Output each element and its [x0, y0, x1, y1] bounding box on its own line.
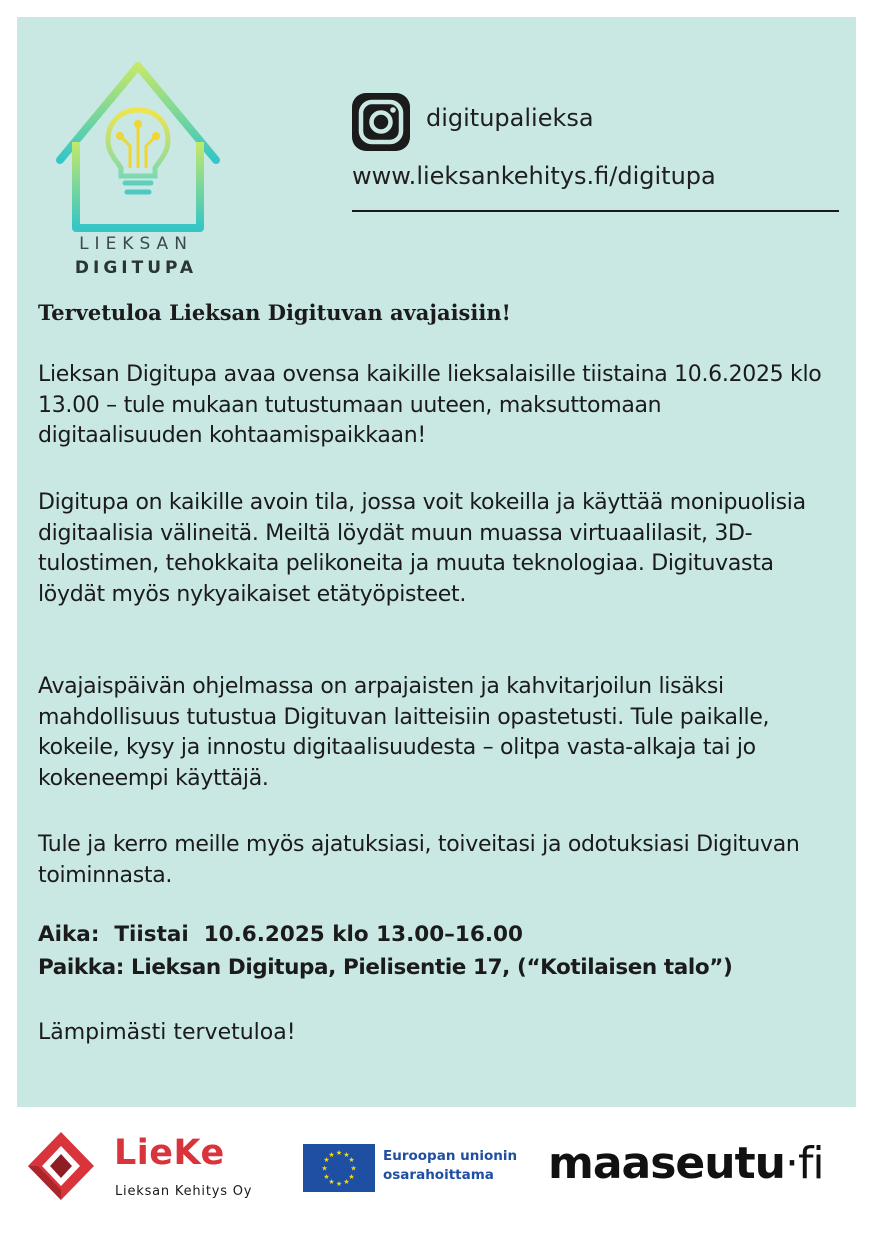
maaseutu-logo-suffix: ·fi	[784, 1138, 824, 1189]
svg-text:★: ★	[348, 1156, 355, 1164]
svg-text:★: ★	[335, 1149, 343, 1157]
paragraph-program: Avajaispäivän ohjelmassa on arpajaisten ja kahvitarjoilun lisäksi mahdollisuus tutustua Digituvan laitteisiin opastetusti. Tule paikalle, kokeile, kysy ja innostu digitaalisuudesta – olitpa vasta-alkaja tai jo kokeneempi käyttäjä.	[38, 674, 770, 791]
paragraph-feedback: Tule ja kerro meille myös ajatuksiasi, toiveitasi ja odotuksiasi Digituvan toiminnasta.	[38, 832, 800, 888]
eu-funding-line1: Euroopan unionin	[383, 1148, 518, 1164]
logo-word-digitupa: DIGITUPA	[74, 258, 198, 278]
event-place: Paikka: Lieksan Digitupa, Pielisentie 17, (“Kotilaisen talo”)	[38, 955, 733, 980]
lieke-logo-text: LieKe	[114, 1133, 225, 1173]
divider	[352, 210, 839, 212]
eu-flag-icon	[303, 1144, 375, 1192]
paragraph-intro: Lieksan Digitupa avaa ovensa kaikille lieksalaisille tiistaina 10.6.2025 klo 13.00 – tule mukaan tutustumaan uuteen, maksuttomaan digitaalisuuden kohtaamispaikkaan!	[38, 362, 822, 448]
svg-text:★: ★	[323, 1173, 330, 1181]
svg-text:★: ★	[343, 1151, 350, 1159]
eu-funding-line2: osarahoittama	[383, 1167, 494, 1183]
svg-text:★: ★	[350, 1164, 357, 1173]
paragraph-description: Digitupa on kaikille avoin tila, jossa voit kokeilla ja käyttää monipuolisia digitaalisia välineitä. Meiltä löydät muun muassa virtuaalilasit, 3D-tulostimen, tehokkaita pelikoneita ja muuta teknologiaa. Digituvasta löydät myös nykyaikaiset etätyöpisteet.	[38, 490, 806, 607]
website-link[interactable]: www.lieksankehitys.fi/digitupa	[352, 162, 716, 190]
logo-word-lieksan: LIEKSAN	[79, 234, 193, 254]
svg-text:★: ★	[328, 1151, 335, 1159]
lieke-company-name: Lieksan Kehitys Oy	[115, 1184, 253, 1199]
event-time: Aika: Tiistai 10.6.2025 klo 13.00–16.00	[38, 922, 523, 947]
svg-text:★: ★	[343, 1178, 350, 1186]
closing-greeting: Lämpimästi tervetuloa!	[38, 1020, 296, 1045]
page-title: Tervetuloa Lieksan Digituvan avajaisiin!	[38, 300, 511, 325]
svg-text:★: ★	[335, 1180, 343, 1188]
svg-text:★: ★	[321, 1164, 328, 1173]
maaseutu-logo	[548, 1138, 824, 1189]
instagram-icon[interactable]	[352, 93, 410, 151]
svg-text:★: ★	[328, 1178, 335, 1186]
maaseutu-logo-main: maaseutu	[548, 1138, 785, 1189]
lieke-logo-mark	[26, 1130, 96, 1202]
instagram-handle[interactable]: digitupalieksa	[426, 104, 594, 132]
svg-text:★: ★	[323, 1156, 330, 1164]
svg-text:★: ★	[348, 1173, 355, 1181]
